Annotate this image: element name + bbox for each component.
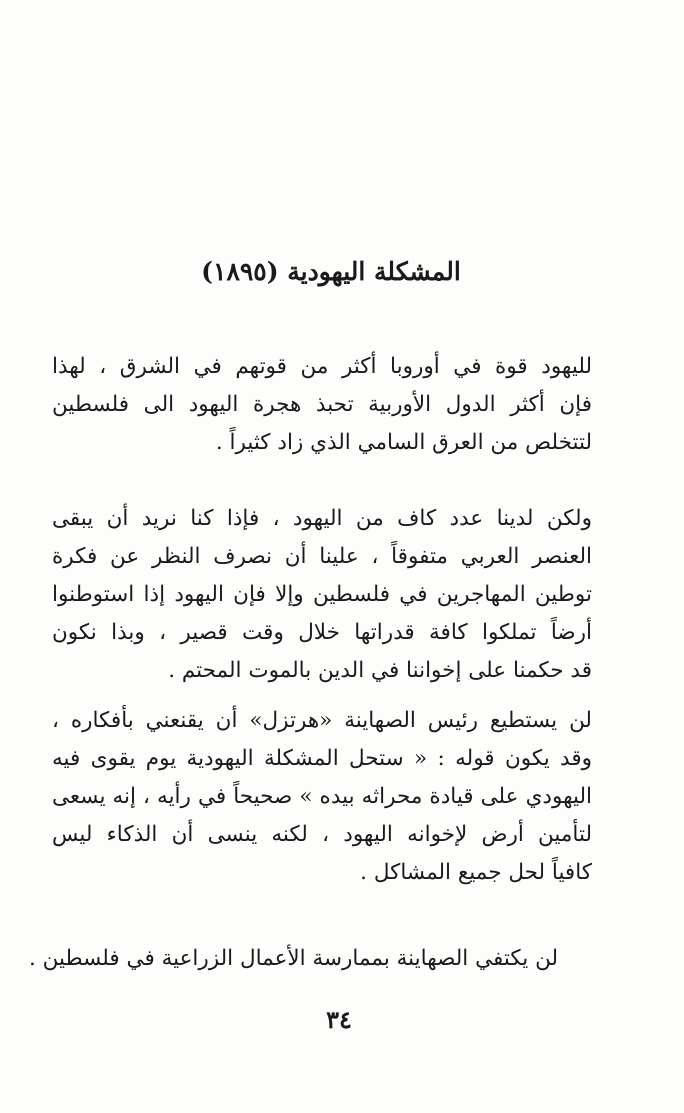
text-line: العنصر العربي متفوقاً ، علينا أن نصرف النظر عن فكرة (52, 544, 592, 569)
text-line: لتأمين أرض لإخوانه اليهود ، لكنه ينسى أن الذكاء ليس (52, 822, 592, 847)
paragraph-1 (52, 348, 592, 462)
paragraph-4 (18, 940, 558, 978)
text-line: لليهود قوة في أوروبا أكثر من قوتهم في الشرق ، لهذا (52, 354, 592, 379)
text-line: لتتخلص من العرق السامي الذي زاد كثيراً . (215, 430, 592, 455)
paragraph-2 (52, 500, 592, 690)
text-line: لن يستطيع رئيس الصهاينة «هرتزل» أن يقنعني بأفكاره ، (52, 708, 592, 733)
text-line: قد حكمنا على إخواننا في الدين بالموت المحتم . (168, 658, 592, 683)
text-line: توطين المهاجرين في فلسطين وإلا فإن اليهود إذا استوطنوا (52, 582, 592, 607)
text-line: كافياً لحل جميع المشاكل . (360, 860, 592, 885)
text-line: فإن أكثر الدول الأوربية تحبذ هجرة اليهود الى فلسطين (52, 392, 592, 417)
text-line: أرضاً تملكوا كافة قدراتها خلال وقت قصير ، وبذا نكون (52, 620, 592, 645)
text-line: لن يكتفي الصهاينة بممارسة الأعمال الزراعية في فلسطين . (28, 946, 558, 971)
page-number: ٣٤ (326, 1005, 352, 1034)
text-line: وقد يكون قوله : « ستحل المشكلة اليهودية يوم يقوى فيه (52, 746, 592, 771)
text-line: اليهودي على قيادة محراثه بيده » صحيحاً في رأيه ، إنه يسعى (52, 784, 592, 809)
paragraph-3 (52, 702, 592, 892)
chapter-heading: المشكلة اليهودية (١٨٩٥) (201, 257, 461, 286)
text-line: ولكن لدينا عدد كاف من اليهود ، فإذا كنا نريد أن يبقى (52, 506, 592, 531)
